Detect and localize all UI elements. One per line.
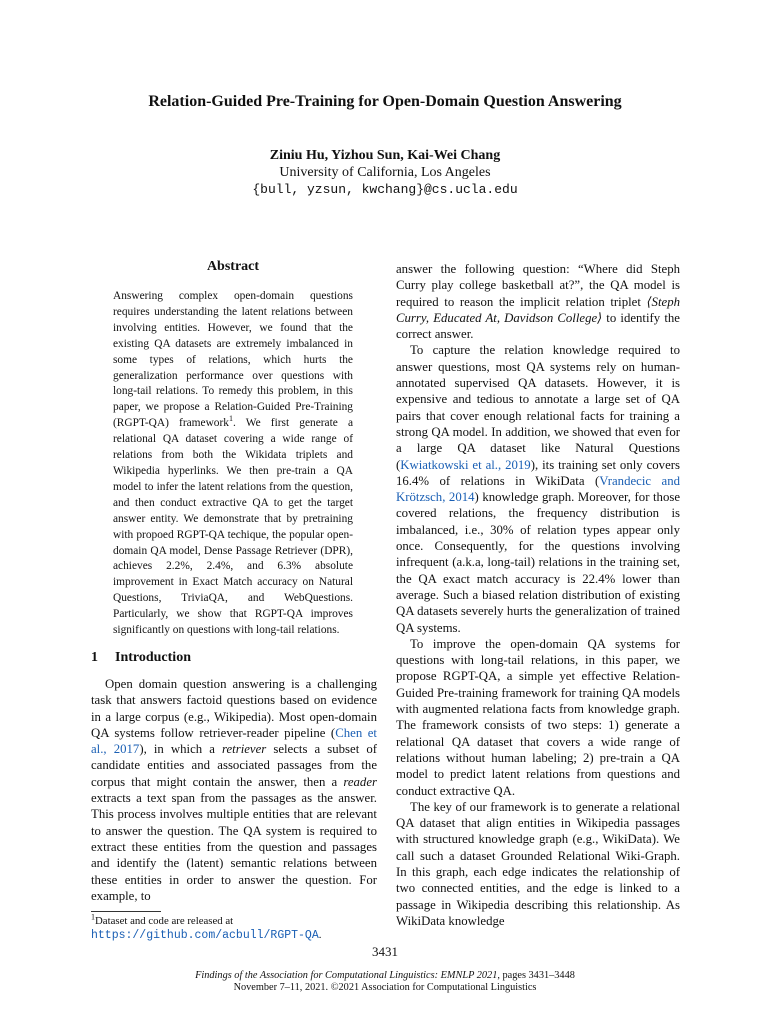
footnote-divider bbox=[91, 911, 161, 912]
author-list: Ziniu Hu, Yizhou Sun, Kai-Wei Chang bbox=[269, 148, 501, 163]
section-title: Introduction bbox=[115, 650, 191, 665]
text-run: selects a subset of candidate entities and associated passages from the corpus that might contain the answer, then a bbox=[91, 742, 377, 789]
venue-name: Findings of the Association for Computational Linguistics: EMNLP 2021 bbox=[195, 970, 498, 981]
intro-paragraph-1-continued bbox=[396, 261, 680, 342]
relation-triplet: ⟨Steph Curry, Educated At, Davidson College⟩ bbox=[396, 294, 680, 325]
copyright-footer: November 7–11, 2021. ©2021 Association for Computational Linguistics bbox=[233, 982, 537, 993]
abstract-text bbox=[113, 289, 353, 639]
footnote-url-link[interactable]: https://github.com/acbull/RGPT-QA bbox=[91, 929, 319, 942]
abstract-text-part-1: Answering complex open-domain questions requires understanding the latent relations between involving entities. However, we found that the existing QA datasets are extremely imbalanced in some types of relations, which hurts the generalization performance over questions with long-tail relations. To remedy this problem, in this paper, we propose a Relation-Guided Pre-Training (RGPT-QA) framework bbox=[113, 290, 353, 430]
author-emails: {bull, yzsun, kwchang}@cs.ucla.edu bbox=[252, 182, 518, 197]
abstract-heading: Abstract bbox=[206, 259, 260, 274]
venue-footer bbox=[0, 970, 770, 982]
intro-paragraph-3: To improve the open-domain QA systems for questions with long-tail relations, in this paper, we propose RGPT-QA, a simple yet effective Relation-Guided Pre-training framework for training QA models with augmented relationa facts from knowledge graph. The framework consists of two steps: 1) generate a relational QA dataset that covers a wide range of relations without human labeling; 2) pre-train a QA model to predict latent relations from questions and conduct extractive QA. bbox=[396, 636, 680, 798]
venue-pages: , pages 3431–3448 bbox=[497, 970, 575, 981]
paper-title: Relation-Guided Pre-Training for Open-Domain Question Answering bbox=[148, 93, 622, 110]
introduction-heading bbox=[91, 650, 191, 666]
text-run: answer the following question: “Where did Steph Curry play college basketball at?”, the QA model is required to reason the implicit relation triplet bbox=[396, 262, 680, 309]
text-run: ), its training set only covers 16.4% of relations in WikiData ( bbox=[396, 457, 680, 488]
text-run: To capture the relation knowledge required to answer questions, most QA systems rely on human-annotated supervised QA datasets. However, it is expensive and tedious to annotate a large set of QA pairs that cover enough relational facts for training a strong QA model. In addition, we showed that even for a large QA dataset like Natural Questions ( bbox=[396, 343, 680, 472]
intro-paragraph-4: The key of our framework is to generate a relational QA dataset that align entities in Wikipedia passages with structured knowledge graph (e.g., WikiData). We call such a dataset Grounded Relational Wiki-Graph. In this graph, each edge indicates the relationship of two connected entities, and the edge is linked to a passage in Wikipedia describing this relationship. As WikiData knowledge bbox=[396, 799, 680, 928]
emphasis-reader: reader bbox=[343, 774, 377, 789]
text-run: to identify the correct answer. bbox=[396, 310, 680, 342]
emphasis-retriever: retriever bbox=[221, 742, 267, 757]
intro-paragraph-2 bbox=[396, 342, 680, 635]
text-run: ) knowledge graph. Moreover, for those covered relations, the frequency distribution is imbalanced, i.e., 30% of relation types appear only once. Consequently, for the questions involving infrequent (a.k.a, long-tail) relations in the training set, the QA exact match accuracy is 22.4% lower than average. Such a biased relation distribution of existing QA datasets severely hurts the generalization of trained QA systems. bbox=[396, 490, 681, 635]
text-run: extracts a text span from the passages as the answer. This process involves multiple entities that are relevant to answer the question. The QA system is required to extract these entities from the question and passages and identify the (latent) semantic relations between these entities in order to answer the question. For example, to bbox=[91, 791, 377, 903]
footnote bbox=[91, 914, 379, 943]
section-number: 1 bbox=[91, 650, 98, 665]
text-run: Open domain question answering is a challenging task that answers factoid questions based on evidence in a large corpus (e.g., Wikipedia). Most open-domain QA systems follow retriever-reader pipeline ( bbox=[91, 677, 377, 740]
right-column bbox=[396, 261, 680, 929]
text-run: . bbox=[318, 929, 322, 941]
footnote-number: 1 bbox=[91, 912, 95, 922]
left-column bbox=[91, 676, 377, 904]
page-number: 3431 bbox=[372, 944, 398, 959]
text-run: ), in which a bbox=[139, 742, 222, 757]
citation-link[interactable]: Chen et al., 2017 bbox=[91, 725, 377, 757]
citation-link[interactable]: Kwiatkowski et al., 2019 bbox=[400, 457, 531, 472]
affiliation: University of California, Los Angeles bbox=[279, 165, 491, 180]
intro-paragraph-1 bbox=[91, 676, 377, 904]
footnote-text: Dataset and code are released at bbox=[95, 915, 234, 927]
citation-link[interactable]: Vrandecic and Krötzsch, 2014 bbox=[396, 473, 681, 505]
abstract-text-part-2: . We first generate a relational QA dataset covering a wide range of relations from both the Wikidata triplets and Wikipedia hyperlinks. We then pre-train a QA model to infer the latent relations from the question, and then conduct extractive QA to get the target answer entity. We demonstrate that by pretraining with propoed RGPT-QA techique, the popular open-domain QA model, Dense Passage Retriever (DPR), achieves 2.2%, 2.4%, and 6.3% absolute improvement in Exact Match accuracy on Natural Questions, TriviaQA, and WebQuestions. Particularly, we show that RGPT-QA improves significantly on questions with long-tail relations. bbox=[113, 417, 354, 637]
footnote-marker[interactable]: 1 bbox=[229, 414, 233, 424]
